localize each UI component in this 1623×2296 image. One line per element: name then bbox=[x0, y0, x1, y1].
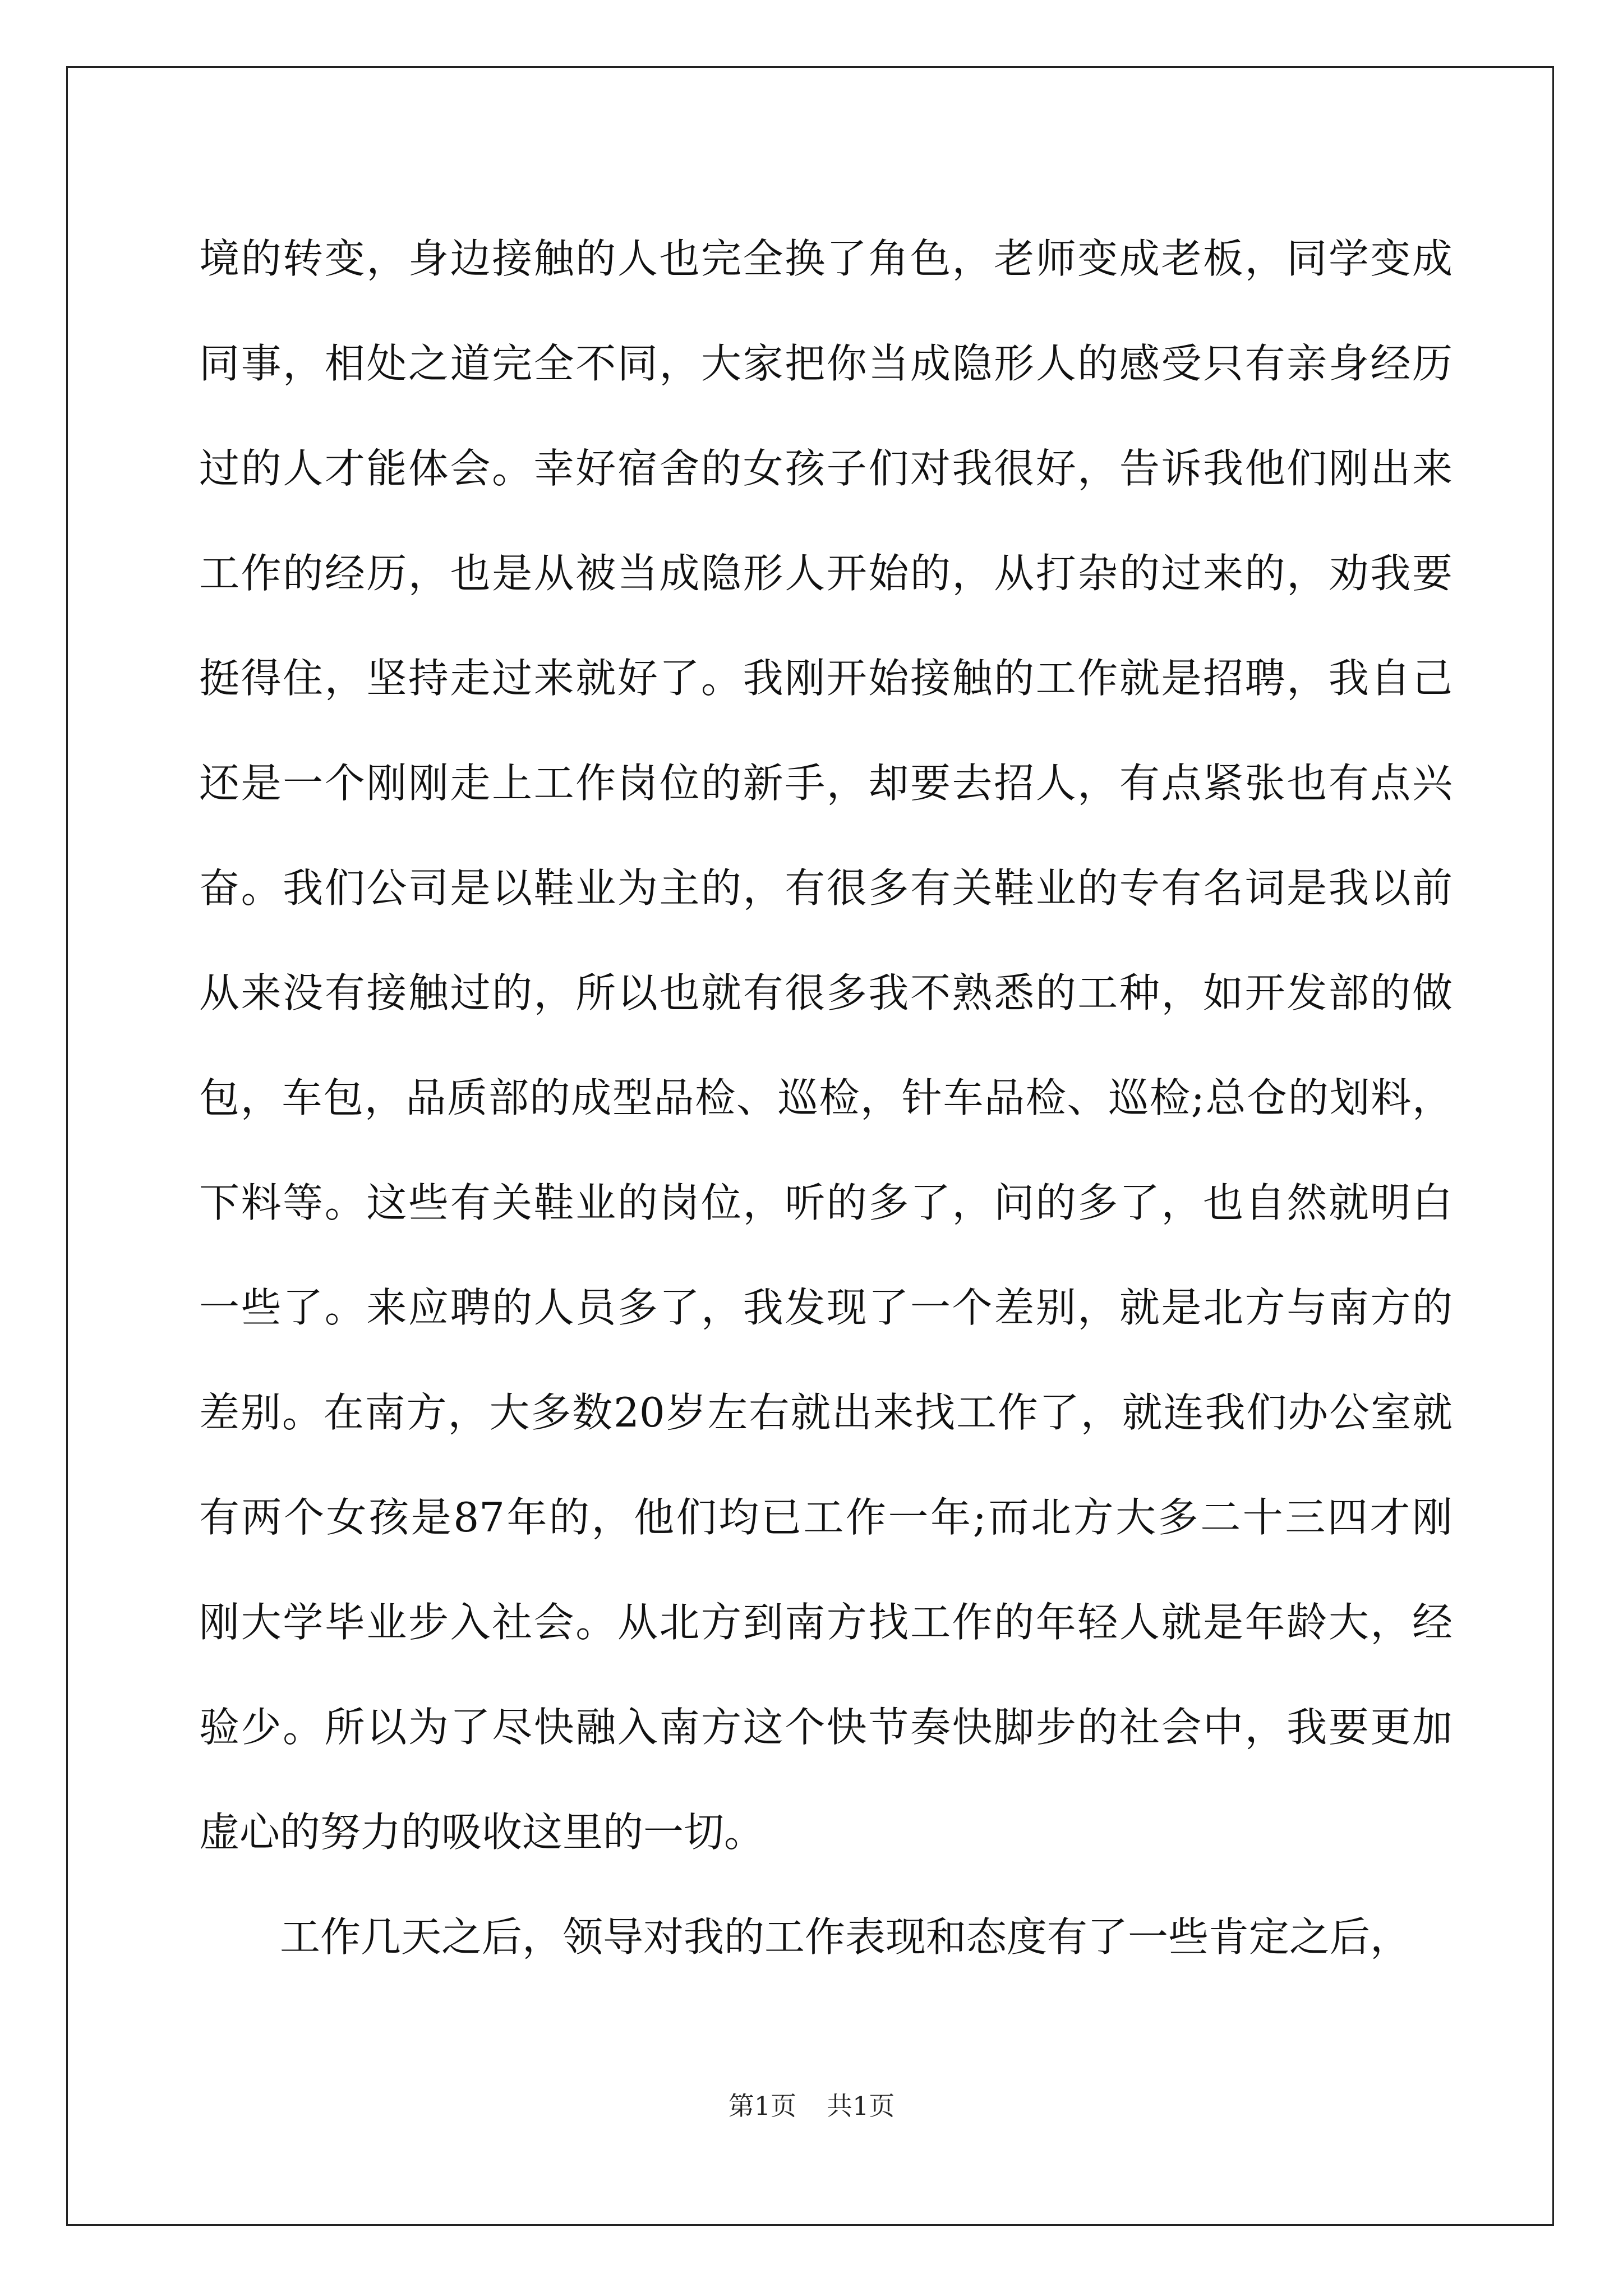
paragraph-1 bbox=[199, 206, 1453, 1885]
text-line: 刚大学毕业步入社会。从北方到南方找工作的年轻人就是年龄大，经 bbox=[199, 1599, 1453, 1646]
text-line: 从来没有接触过的，所以也就有很多我不熟悉的工种，如开发部的做 bbox=[199, 969, 1453, 1016]
text-line: 奋。我们公司是以鞋业为主的，有很多有关鞋业的专有名词是我以前 bbox=[199, 864, 1453, 912]
text-line: 下料等。这些有关鞋业的岗位，听的多了，问的多了，也自然就明白 bbox=[199, 1179, 1453, 1226]
text-line: 工作几天之后，领导对我的工作表现和态度有了一些肯定之后， bbox=[280, 1913, 1411, 1961]
text-line: 虚心的努力的吸收这里的一切。 bbox=[199, 1809, 765, 1856]
page-number: 第1页 bbox=[728, 2091, 796, 2121]
text-line: 还是一个刚刚走上工作岗位的新手，却要去招人，有点紧张也有点兴 bbox=[199, 760, 1453, 807]
text-line: 差别。在南方，大多数20岁左右就出来找工作了，就连我们办公室就 bbox=[199, 1389, 1453, 1436]
text-line: 过的人才能体会。幸好宿舍的女孩子们对我很好，告诉我他们刚出来 bbox=[199, 445, 1453, 492]
text-line: 有两个女孩是87年的，他们均已工作一年;而北方大多二十三四才刚 bbox=[199, 1494, 1453, 1541]
text-line: 验少。所以为了尽快融入南方这个快节奏快脚步的社会中，我要更加 bbox=[199, 1704, 1453, 1751]
text-line: 挺得住，坚持走过来就好了。我刚开始接触的工作就是招聘，我自己 bbox=[199, 655, 1453, 702]
page-total: 共1页 bbox=[827, 2091, 895, 2121]
page-footer bbox=[0, 2086, 1623, 2123]
document-body bbox=[199, 206, 1453, 1990]
text-line: 一些了。来应聘的人员多了，我发现了一个差别，就是北方与南方的 bbox=[199, 1284, 1453, 1331]
text-line: 同事，相处之道完全不同，大家把你当成隐形人的感受只有亲身经历 bbox=[199, 340, 1453, 387]
text-line: 包，车包，品质部的成型品检、巡检，针车品检、巡检;总仓的划料， bbox=[199, 1074, 1453, 1121]
paragraph-2 bbox=[199, 1885, 1453, 1990]
text-line: 工作的经历，也是从被当成隐形人开始的，从打杂的过来的，劝我要 bbox=[199, 550, 1453, 597]
text-line: 境的转变，身边接触的人也完全换了角色，老师变成老板，同学变成 bbox=[199, 235, 1453, 282]
